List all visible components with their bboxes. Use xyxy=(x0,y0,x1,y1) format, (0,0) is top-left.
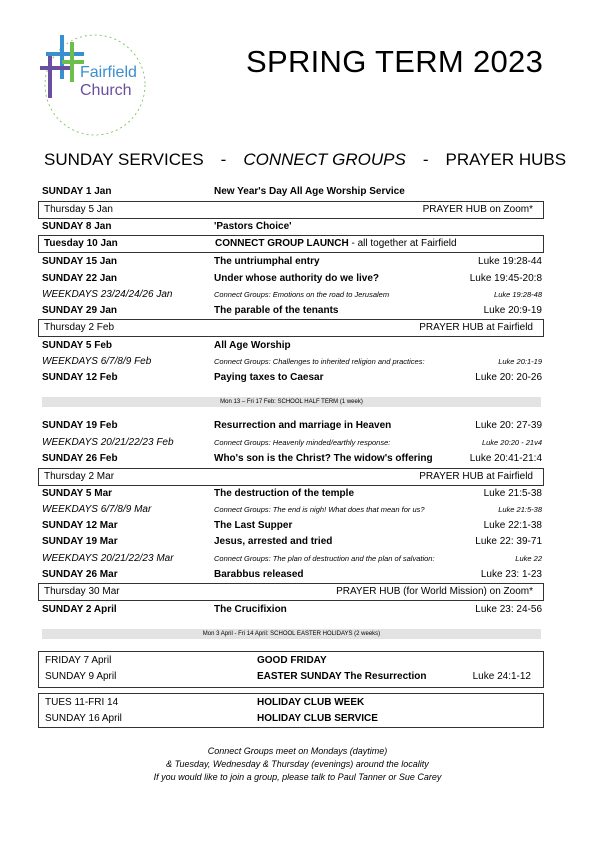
schedule-row: WEEKDAYS 6/7/8/9 Feb Connect Groups: Challenges to inherited religion and practices: Luke 20:1-19 xyxy=(42,356,542,367)
subtitle-hubs: PRAYER HUBS xyxy=(445,150,567,169)
logo-name-church: Church xyxy=(80,82,132,99)
schedule-row: SUNDAY 19 Mar Jesus, arrested and tried Luke 22: 39-71 xyxy=(42,536,542,547)
easter-box xyxy=(38,651,544,688)
easter-row: SUNDAY 9 April EASTER SUNDAY The Resurrection Luke 24:1-12 xyxy=(45,671,531,682)
schedule-row: Thursday 30 Mar PRAYER HUB (for World Mission) on Zoom* xyxy=(38,583,544,601)
schedule-row: SUNDAY 26 Mar Barabbus released Luke 23: 1-23 xyxy=(42,569,542,580)
schedule-row: WEEKDAYS 20/21/22/23 Feb Connect Groups: Heavenly minded/earthly response: Luke 20:20 - 21v4 xyxy=(42,437,542,448)
footer-line-1: Connect Groups meet on Mondays (daytime) xyxy=(207,746,388,756)
holiday-row: SUNDAY 16 April HOLIDAY CLUB SERVICE xyxy=(45,713,378,724)
schedule-row: Tuesday 10 Jan CONNECT GROUP LAUNCH - all together at Fairfield xyxy=(38,235,544,253)
subtitle-sep-2: - xyxy=(422,150,429,169)
easter-row: FRIDAY 7 April GOOD FRIDAY xyxy=(45,655,327,666)
subtitle-services: SUNDAY SERVICES xyxy=(44,150,204,169)
schedule-row: SUNDAY 26 Feb Who's son is the Christ? The widow's offering Luke 20:41-21:4 xyxy=(42,453,542,464)
schedule-row: SUNDAY 15 Jan The untriumphal entry Luke 19:28-44 xyxy=(42,256,542,267)
footer-line-2: & Tuesday, Wednesday & Thursday (evenings) around the locality xyxy=(166,759,429,769)
easter-holidays-band: Mon 3 April - Fri 14 April: SCHOOL EASTER HOLIDAYS (2 weeks) xyxy=(42,629,541,639)
schedule-row: SUNDAY 29 Jan The parable of the tenants Luke 20:9-19 xyxy=(42,305,542,316)
schedule-row: Thursday 2 Mar PRAYER HUB at Fairfield xyxy=(38,468,544,486)
schedule-row: SUNDAY 22 Jan Under whose authority do we live? Luke 19:45-20:8 xyxy=(42,273,542,284)
footer-note xyxy=(0,745,595,784)
half-term-band: Mon 13 – Fri 17 Feb: SCHOOL HALF TERM (1 week) xyxy=(42,397,541,407)
subtitle xyxy=(44,150,566,170)
church-logo xyxy=(40,30,150,140)
schedule-row: SUNDAY 5 Mar The destruction of the temple Luke 21:5-38 xyxy=(42,488,542,499)
footer-line-3: If you would like to join a group, please talk to Paul Tanner or Sue Carey xyxy=(153,772,442,782)
schedule-row: Thursday 2 Feb PRAYER HUB at Fairfield xyxy=(38,319,544,337)
schedule-row: WEEKDAYS 20/21/22/23 Mar Connect Groups: The plan of destruction and the plan of salvation: Luke 22 xyxy=(42,553,542,564)
schedule-row: SUNDAY 12 Mar The Last Supper Luke 22:1-38 xyxy=(42,520,542,531)
schedule-row: SUNDAY 2 April The Crucifixion Luke 23: 24-56 xyxy=(42,604,542,615)
schedule-row: WEEKDAYS 6/7/8/9 Mar Connect Groups: The end is nigh! What does that mean for us? Luke 21:5-38 xyxy=(42,504,542,515)
schedule-row: SUNDAY 5 Feb All Age Worship xyxy=(42,340,291,351)
page-title: SPRING TERM 2023 xyxy=(246,44,544,79)
schedule-row: SUNDAY 8 Jan 'Pastors Choice' xyxy=(42,221,292,232)
logo-name: Fairfield xyxy=(80,64,137,81)
schedule-row: SUNDAY 19 Feb Resurrection and marriage in Heaven Luke 20: 27-39 xyxy=(42,420,542,431)
holiday-row: TUES 11-FRI 14 HOLIDAY CLUB WEEK xyxy=(45,697,365,708)
schedule-row: SUNDAY 12 Feb Paying taxes to Caesar Luke 20: 20-26 xyxy=(42,372,542,383)
subtitle-groups: CONNECT GROUPS xyxy=(243,150,406,169)
schedule-row: WEEKDAYS 23/24/24/26 Jan Connect Groups: Emotions on the road to Jerusalem Luke 19:28-48 xyxy=(42,289,542,300)
subtitle-sep-1: - xyxy=(220,150,227,169)
schedule-row: Thursday 5 Jan PRAYER HUB on Zoom* xyxy=(38,201,544,219)
schedule-row: SUNDAY 1 Jan New Year's Day All Age Worship Service xyxy=(42,186,405,197)
holiday-club-box xyxy=(38,693,544,728)
